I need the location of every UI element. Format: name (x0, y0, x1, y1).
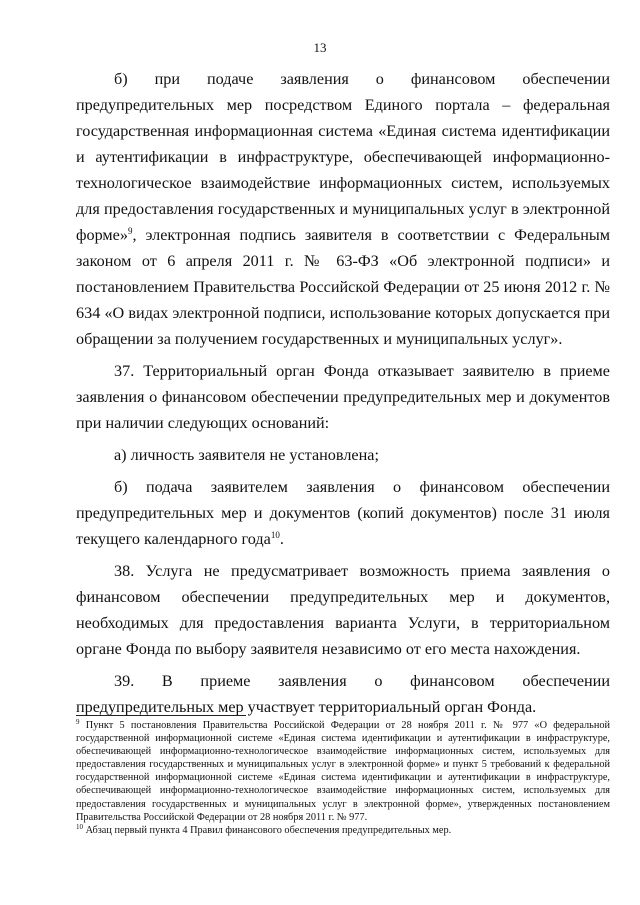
footnote-ref-9[interactable]: 9 (127, 226, 133, 236)
page-number: 13 (313, 40, 327, 55)
paragraph-a-identity (76, 442, 610, 468)
paragraph-text: а) личность заявителя не установлена; (114, 446, 379, 464)
body-text (76, 66, 610, 726)
paragraph-37 (76, 358, 610, 436)
footnote-separator (76, 715, 246, 716)
footnotes (76, 719, 610, 837)
footnote-9 (76, 719, 610, 824)
footnote-mark: 10 (76, 822, 83, 831)
footnote-text: Абзац первый пункта 4 Правил финансового обеспечения предупредительных мер. (85, 824, 452, 836)
paragraph-text: 38. Услуга не предусматривает возможность приема заявления о финансовом обеспечении предупредительных мер и документов, необходимых для предоставления варианта Услуги, в территориальном органе Фонда по выбору заявителя независимо от его места нахождения. (76, 562, 610, 658)
paragraph-text: б) подача заявителем заявления о финансовом обеспечении предупредительных мер и документов (копий документов) после 31 июля текущего календарного года (76, 478, 610, 548)
footnote-10 (76, 824, 610, 837)
footnote-text: Пункт 5 постановления Правительства Российской Федерации от 28 ноября 2011 г. № 977 «О федеральной государственной информационной системе «Единая система идентификации и аутентификации в инфраструктуре, обеспечивающей информационно-технологическое взаимодействие информационных систем, используемых для предоставления государственных и муниципальных услуг в электронной форме» и пункт 5 требований к федеральной государственной информационной системе «Единая система идентификации и аутентификации в инфраструктуре, обеспечивающей информационно-технологическое взаимодействие информационных систем, используемых для предоставления государственных и муниципальных услуг в электронной форме», утвержденных постановлением Правительства Российской Федерации от 28 ноября 2011 г. № 977. (76, 720, 610, 823)
paragraph-38 (76, 558, 610, 662)
footnote-ref-10[interactable]: 10 (270, 530, 280, 540)
paragraph-text-continued: . (279, 530, 284, 548)
footnote-mark: 9 (76, 718, 80, 726)
paragraph-text: 39. В приеме заявления о финансовом обеспечении предупредительных мер участвует территориальный орган Фонда. (76, 672, 610, 716)
paragraph-text: б) при подаче заявления о финансовом обеспечении предупредительных мер посредством Единого портала – федеральная государственная информационная система «Единая система идентификации и аутентификации в инфраструктуре, обеспечивающей информационно-технологическое взаимодействие информационных систем, используемых для предоставления государственных и муниципальных услуг в электронной форме» (76, 70, 610, 244)
paragraph-b-submission-via-portal (76, 66, 610, 352)
paragraph-text: 37. Территориальный орган Фонда отказывает заявителю в приеме заявления о финансовом обеспечении предупредительных мер и документов при наличии следующих оснований: (76, 362, 610, 432)
paragraph-text-continued: , электронная подпись заявителя в соответствии с Федеральным законом от 6 апреля 2011 г. № 63-ФЗ «Об электронной подписи» и постановлением Правительства Российской Федерации от 25 июня 2012 г. № 634 «О видах электронной подписи, использование которых допускается при обращении за получением государственных и муниципальных услуг». (76, 226, 610, 348)
paragraph-b-deadline (76, 474, 610, 552)
paragraph-39 (76, 668, 610, 720)
